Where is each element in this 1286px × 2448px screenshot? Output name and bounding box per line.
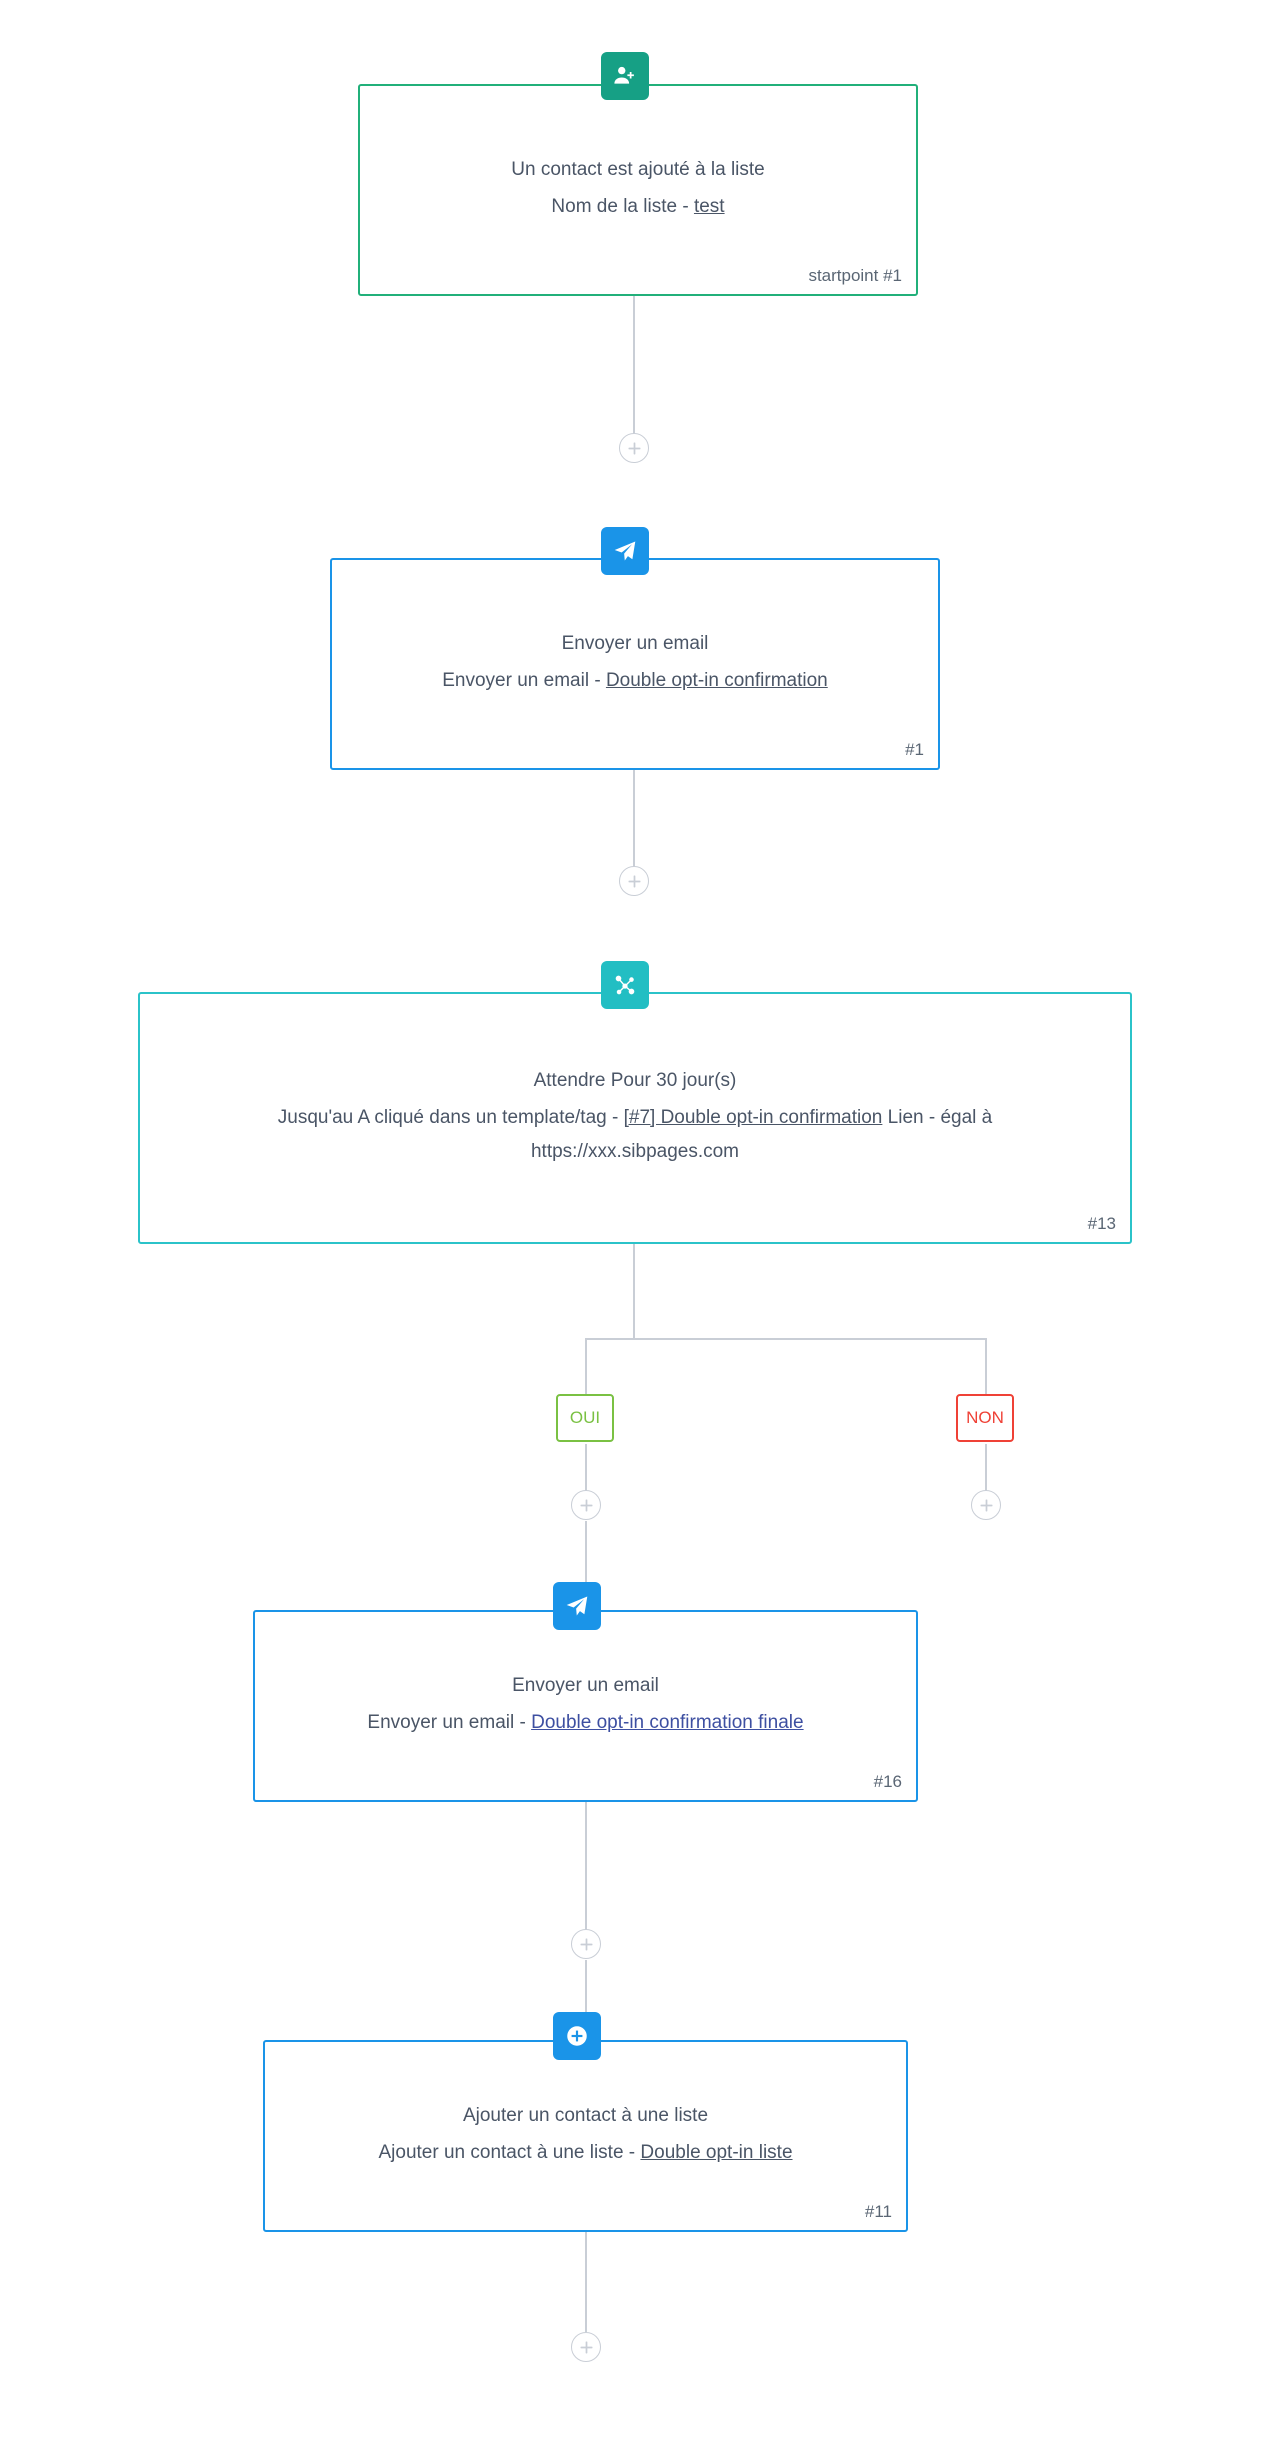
add-step-yes-button[interactable] xyxy=(571,1490,601,1520)
send-email-icon xyxy=(601,527,649,575)
node-send-email-2-detail-prefix: Envoyer un email - xyxy=(367,1712,532,1733)
node-startpoint-tag: startpoint #1 xyxy=(808,266,902,285)
add-step-3-button[interactable] xyxy=(571,1929,601,1959)
node-wait-condition-title: Attendre Pour 30 jour(s) xyxy=(533,1070,737,1091)
node-add-to-list-detail-link[interactable]: Double opt-in liste xyxy=(640,2142,793,2163)
node-send-email-2-detail-link[interactable]: Double opt-in confirmation finale xyxy=(531,1712,804,1733)
node-send-email-1-detail xyxy=(424,664,845,698)
node-add-to-list[interactable] xyxy=(263,2040,908,2232)
node-startpoint-detail-link[interactable]: test xyxy=(693,196,725,217)
node-startpoint-detail-prefix: Nom de la liste - xyxy=(551,196,694,217)
branch-yes-label: OUI xyxy=(569,1408,601,1427)
node-send-email-1-detail-prefix: Envoyer un email - xyxy=(442,670,606,691)
connector-split-no xyxy=(985,1338,987,1398)
node-wait-condition-detail-suffix: Lien - égal à https://xxx.sibpages.com xyxy=(530,1107,993,1162)
node-send-email-1-title: Envoyer un email xyxy=(561,633,709,654)
connector-split-horizontal xyxy=(585,1338,987,1340)
connector-email2-to-plus xyxy=(585,1802,587,1942)
node-send-email-2[interactable] xyxy=(253,1610,918,1802)
condition-icon xyxy=(601,961,649,1009)
add-step-2-button[interactable] xyxy=(619,866,649,896)
branch-yes-pill[interactable] xyxy=(556,1394,614,1442)
connector-addlist-to-plus xyxy=(585,2232,587,2332)
node-startpoint-title: Un contact est ajouté à la liste xyxy=(511,159,765,180)
node-send-email-1-detail-link[interactable]: Double opt-in confirmation xyxy=(605,670,828,691)
add-step-4-button[interactable] xyxy=(571,2332,601,2362)
connector-split-yes xyxy=(585,1338,587,1398)
node-wait-condition[interactable] xyxy=(138,992,1132,1244)
node-startpoint-detail xyxy=(533,190,742,224)
node-send-email-1[interactable] xyxy=(330,558,940,770)
node-wait-condition-detail-link[interactable]: [#7] Double opt-in confirmation xyxy=(623,1107,883,1128)
node-add-to-list-detail xyxy=(360,2136,810,2170)
node-add-to-list-tag: #11 xyxy=(864,2202,892,2221)
add-step-1-button[interactable] xyxy=(619,433,649,463)
node-wait-condition-tag: #13 xyxy=(1087,1214,1116,1233)
node-send-email-2-title: Envoyer un email xyxy=(512,1675,659,1696)
add-step-no-button[interactable] xyxy=(971,1490,1001,1520)
node-send-email-1-tag: #1 xyxy=(905,740,924,759)
node-wait-condition-detail xyxy=(187,1101,1083,1169)
add-contact-icon xyxy=(601,52,649,100)
node-add-to-list-detail-prefix: Ajouter un contact à une liste - xyxy=(378,2142,641,2163)
node-wait-condition-detail-prefix: Jusqu'au A cliqué dans un template/tag - xyxy=(277,1107,624,1128)
node-startpoint[interactable] xyxy=(358,84,918,296)
connector-condition-to-split xyxy=(633,1244,635,1340)
branch-no-label: NON xyxy=(966,1408,1004,1427)
connector-start-to-email1 xyxy=(633,296,635,434)
node-send-email-2-detail xyxy=(349,1706,821,1740)
branch-no-pill[interactable] xyxy=(956,1394,1014,1442)
connector-no-to-plus xyxy=(985,1444,987,1494)
add-circle-icon xyxy=(553,2012,601,2060)
node-add-to-list-title: Ajouter un contact à une liste xyxy=(462,2105,709,2126)
send-email-icon-2 xyxy=(553,1582,601,1630)
node-send-email-2-tag: #16 xyxy=(873,1772,902,1791)
connector-plus-to-email2node xyxy=(585,1521,587,1585)
